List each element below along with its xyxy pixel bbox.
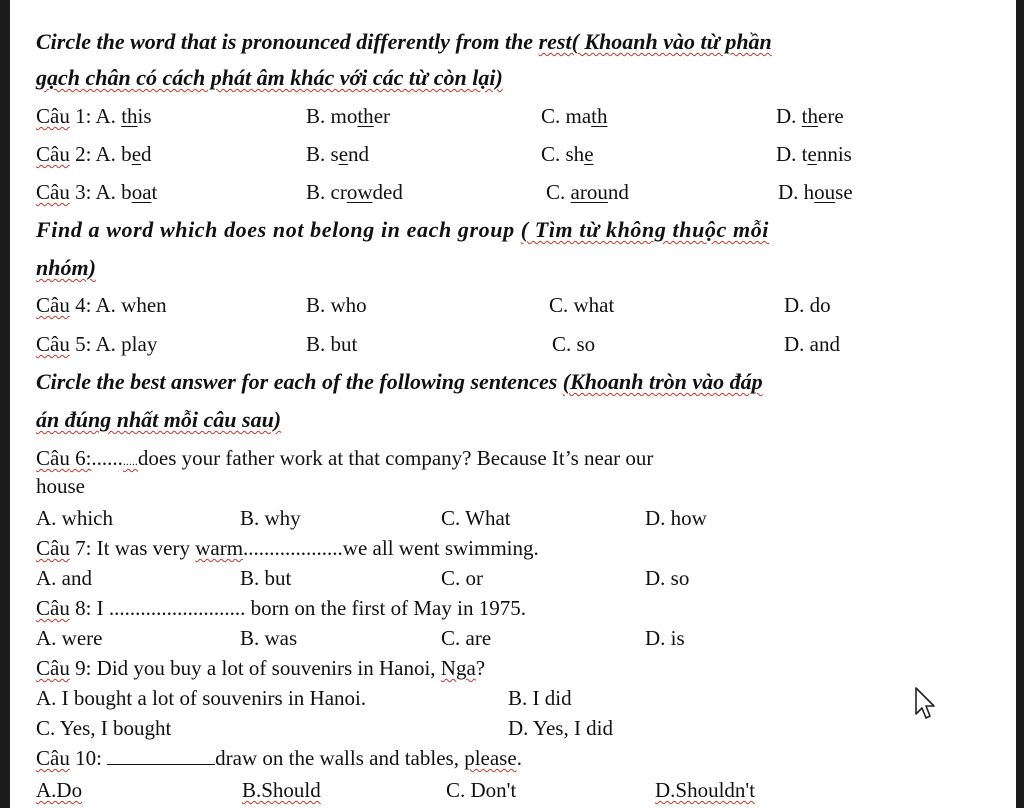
q4-option-d: D. do — [784, 293, 831, 317]
q3-stem: Câu 3: A. boat — [36, 180, 158, 204]
q10-option-c: C. Don't — [446, 778, 517, 802]
q10-option-d: D.Shouldn't — [655, 778, 756, 802]
section3-heading-line1: Circle the best answer for each of the following sentences (Khoanh tròn vào đáp — [36, 369, 763, 394]
question-7-options — [0, 564, 1024, 594]
q7-option-b: B. but — [240, 566, 292, 590]
q6-stem-cont: house — [36, 474, 85, 498]
q10-stem: Câu 10: draw on the walls and tables, please. — [36, 746, 522, 770]
section3-heading-line2: án đúng nhất mỗi câu sau) — [36, 407, 282, 432]
q4-option-c: C. what — [549, 293, 615, 317]
q5-option-c: C. so — [552, 332, 596, 356]
q3-option-d: D. house — [778, 180, 853, 204]
q8-option-d: D. is — [645, 626, 685, 650]
q9-option-a: A. I bought a lot of souvenirs in Hanoi. — [36, 686, 367, 710]
q1-option-d: D. there — [776, 104, 844, 128]
q9-option-b: B. I did — [508, 686, 572, 710]
q3-option-c: C. around — [546, 180, 629, 204]
q5-option-b: B. but — [306, 332, 358, 356]
q7-option-c: C. or — [441, 566, 483, 590]
section2-heading-line1: Find a word which does not belong in each group ( Tìm từ không thuộc mỗi — [36, 217, 770, 242]
q10-option-b: B.Should — [242, 778, 321, 802]
section2-heading-line2: nhóm) — [36, 255, 96, 280]
question-4 — [0, 291, 1024, 321]
q5-stem: Câu 5: A. play — [36, 332, 158, 356]
question-9-options-row2 — [0, 714, 1024, 744]
section1-heading-text: Circle the word that is pronounced differently from the — [36, 29, 539, 54]
q4-option-b: B. who — [306, 293, 367, 317]
q2-option-d: D. tennis — [776, 142, 852, 166]
q5-option-d: D. and — [784, 332, 840, 356]
section1-heading-line2: gạch chân có cách phát âm khác với các từ còn lại) — [36, 65, 503, 90]
q2-stem: Câu 2: A. bed — [36, 142, 152, 166]
q8-option-a: A. were — [36, 626, 103, 650]
question-3 — [0, 178, 1024, 208]
mouse-pointer-icon — [914, 686, 940, 720]
q4-stem: Câu 4: A. when — [36, 293, 167, 317]
question-6-options — [0, 504, 1024, 534]
q9-option-c: C. Yes, I bought — [36, 716, 172, 740]
q3-option-b: B. crowded — [306, 180, 403, 204]
q6-option-c: C. What — [441, 506, 511, 530]
q1-option-b: B. mother — [306, 104, 391, 128]
q7-option-d: D. so — [645, 566, 690, 590]
q10-option-a: A.Do — [36, 778, 83, 802]
q6-option-d: D. how — [645, 506, 707, 530]
question-2 — [0, 140, 1024, 170]
question-1 — [0, 102, 1024, 132]
q9-option-d: D. Yes, I did — [508, 716, 614, 740]
q9-stem: Câu 9: Did you buy a lot of souvenirs in Hanoi, Nga? — [36, 656, 486, 680]
q8-stem: Câu 8: I .......................... born on the first of May in 1975. — [36, 596, 526, 620]
q6-stem: Câu 6:...........does your father work at that company? Because It’s near our — [36, 446, 654, 470]
q1-stem: Câu 1: A. this — [36, 104, 152, 128]
q6-option-b: B. why — [240, 506, 301, 530]
q8-option-c: C. are — [441, 626, 492, 650]
question-9-options-row1 — [0, 684, 1024, 714]
q2-option-c: C. she — [541, 142, 594, 166]
q7-stem: Câu 7: It was very warm...................we all went swimming. — [36, 536, 539, 560]
question-10-options — [0, 776, 1024, 806]
section1-heading-line1 — [36, 28, 772, 56]
q10-blank — [107, 746, 215, 765]
section1-heading-vn: rest( Khoanh vào từ phần — [538, 29, 772, 54]
q2-option-b: B. send — [306, 142, 370, 166]
question-5 — [0, 330, 1024, 360]
q7-option-a: A. and — [36, 566, 92, 590]
q6-option-a: A. which — [36, 506, 113, 530]
q8-option-b: B. was — [240, 626, 298, 650]
q1-option-c: C. math — [541, 104, 608, 128]
question-8-options — [0, 624, 1024, 654]
